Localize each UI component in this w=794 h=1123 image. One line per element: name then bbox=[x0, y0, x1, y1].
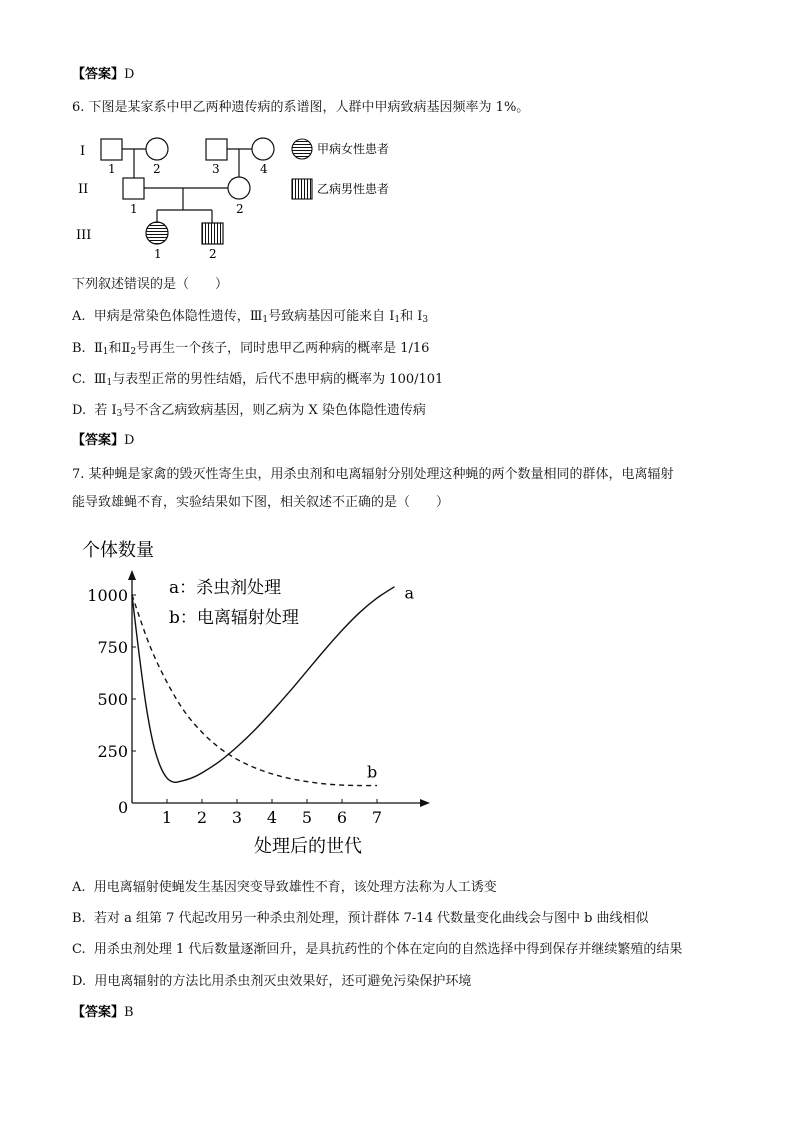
q6-option-b bbox=[72, 340, 429, 361]
id-I2: 2 bbox=[153, 162, 161, 176]
pedigree-diagram bbox=[72, 128, 432, 268]
id-II2: 2 bbox=[236, 202, 244, 216]
answer-value: D bbox=[124, 67, 135, 82]
series-label-a: a bbox=[404, 583, 415, 603]
q6-option-d bbox=[72, 402, 426, 423]
q7-option-c bbox=[72, 941, 682, 959]
x-tick-label: 2 bbox=[196, 808, 208, 827]
option-text: 用杀虫剂处理 1 代后数量逐渐回升，是具抗药性的个体在定向的自然选择中得到保存并继续繁殖的结果 bbox=[93, 942, 683, 957]
x-tick-label: 4 bbox=[266, 808, 278, 827]
subscript: 1 bbox=[262, 315, 269, 325]
option-text: 号再生一个孩子，同时患甲乙两种病的概率是 1/16 bbox=[136, 341, 430, 356]
legend-entry-a: a：杀虫剂处理 bbox=[169, 578, 282, 598]
y-axis-arrow bbox=[128, 570, 136, 580]
option-text: 甲病是常染色体隐性遗传， bbox=[93, 309, 250, 324]
answer-tag: 【答案】 bbox=[72, 1005, 125, 1020]
individual-I4-female bbox=[252, 138, 274, 160]
option-text: 号不含乙病致病基因，则乙病为 X 染色体隐性遗传病 bbox=[122, 403, 426, 418]
option-text: 用电离辐射使蝇发生基因突变导致雄性不育，该处理方法称为人工诱变 bbox=[93, 880, 497, 895]
answer-tag: 【答案】 bbox=[72, 433, 125, 448]
answer-tag: 【答案】 bbox=[72, 67, 125, 82]
individual-III2-affected-male bbox=[202, 223, 223, 244]
legend-entry-b: b：电离辐射处理 bbox=[169, 608, 299, 628]
subscript: 1 bbox=[106, 378, 113, 388]
option-letter: A. bbox=[72, 309, 86, 324]
subscript: 2 bbox=[130, 347, 137, 357]
subscript: 3 bbox=[116, 409, 123, 419]
q6-stem: 6. 下图是某家系中甲乙两种遗传病的系谱图，人群中甲病致病基因频率为 1%。 bbox=[72, 100, 530, 115]
option-letter: D. bbox=[72, 974, 87, 989]
option-text: 号致病基因可能来自 bbox=[268, 309, 390, 324]
option-text: 和 bbox=[400, 309, 418, 324]
population-chart bbox=[72, 528, 452, 863]
individual-I2-female bbox=[146, 138, 168, 160]
answer-value: D bbox=[124, 433, 135, 448]
roman-numeral: Ⅱ bbox=[93, 341, 103, 356]
y-axis-label: 个体数量 bbox=[82, 540, 154, 561]
q7-stem-line2: 能导致雄蝇不育，实验结果如下图，相关叙述不正确的是（ ） bbox=[72, 495, 450, 510]
legend-horizontal-stripe-circle bbox=[292, 139, 312, 159]
legend-label-disease-a: 甲病女性患者 bbox=[317, 142, 390, 156]
option-text: 和 bbox=[108, 341, 122, 356]
y-tick-label: 250 bbox=[97, 742, 128, 761]
roman-numeral: I bbox=[417, 309, 423, 324]
x-tick-label: 7 bbox=[371, 808, 383, 827]
option-letter: A. bbox=[72, 880, 86, 895]
x-tick-label: 1 bbox=[161, 808, 173, 827]
option-letter: C. bbox=[72, 372, 86, 387]
id-I4: 4 bbox=[260, 162, 268, 176]
q7-option-d bbox=[72, 973, 471, 991]
subscript: 1 bbox=[394, 315, 401, 325]
individual-I3-male bbox=[206, 139, 227, 160]
option-letter: D. bbox=[72, 403, 87, 418]
id-III1: 1 bbox=[154, 247, 162, 261]
option-letter: B. bbox=[72, 911, 86, 926]
q6-option-a bbox=[72, 308, 428, 329]
roman-numeral: Ⅱ bbox=[121, 341, 131, 356]
option-text: 与表型正常的男性结婚，后代不患甲病的概率为 100/101 bbox=[112, 372, 444, 387]
x-tick-label: 3 bbox=[231, 808, 243, 827]
roman-numeral: Ⅲ bbox=[93, 372, 107, 387]
individual-II2-female bbox=[228, 177, 250, 199]
q7-option-b bbox=[72, 910, 649, 928]
series-label-b: b bbox=[367, 762, 378, 782]
answer-6 bbox=[72, 432, 134, 450]
x-tick-label: 6 bbox=[336, 808, 348, 827]
x-axis-arrow bbox=[420, 799, 430, 807]
legend-label-disease-b: 乙病男性患者 bbox=[317, 182, 390, 196]
option-text: 若 bbox=[94, 403, 112, 418]
x-tick-label: 5 bbox=[301, 808, 313, 827]
gen-label-III: III bbox=[76, 228, 92, 243]
y-tick-label: 1000 bbox=[87, 586, 128, 605]
option-letter: B. bbox=[72, 341, 86, 356]
roman-numeral: I bbox=[111, 403, 117, 418]
q6-prompt: 下列叙述错误的是（ ） bbox=[72, 277, 229, 292]
option-letter: C. bbox=[72, 942, 86, 957]
id-II1: 1 bbox=[130, 202, 138, 216]
id-I3: 3 bbox=[212, 162, 220, 176]
origin-label: 0 bbox=[118, 798, 129, 817]
answer-value: B bbox=[124, 1005, 134, 1020]
gen-label-I: I bbox=[80, 144, 86, 159]
roman-numeral: Ⅲ bbox=[249, 309, 263, 324]
subscript: 1 bbox=[102, 347, 109, 357]
individual-II1-male bbox=[123, 178, 144, 199]
legend-vertical-stripe-square bbox=[292, 179, 312, 199]
option-text: 用电离辐射的方法比用杀虫剂灭虫效果好，还可避免污染保护环境 bbox=[94, 974, 472, 989]
gen-label-II: II bbox=[78, 182, 89, 197]
q6-option-c bbox=[72, 371, 443, 392]
q7-option-a bbox=[72, 879, 497, 897]
q7-stem-line1: 7. 某种蝇是家禽的毁灭性寄生虫，用杀虫剂和电离辐射分别处理这种蝇的两个数量相同的群体，电离辐射 bbox=[72, 467, 674, 482]
answer-5 bbox=[72, 66, 134, 84]
subscript: 3 bbox=[422, 315, 429, 325]
y-tick-label: 750 bbox=[97, 638, 128, 657]
id-III2: 2 bbox=[209, 247, 217, 261]
option-text: 若对 a 组第 7 代起改用另一种杀虫剂处理，预计群体 7-14 代数量变化曲线会与图中 b 曲线相似 bbox=[93, 911, 649, 926]
roman-numeral: I bbox=[389, 309, 395, 324]
answer-7 bbox=[72, 1004, 134, 1022]
individual-I1-male bbox=[101, 139, 122, 160]
individual-III1-affected-female bbox=[146, 222, 168, 244]
x-axis-label: 处理后的世代 bbox=[254, 836, 362, 857]
id-I1: 1 bbox=[108, 162, 116, 176]
y-tick-label: 500 bbox=[97, 690, 128, 709]
